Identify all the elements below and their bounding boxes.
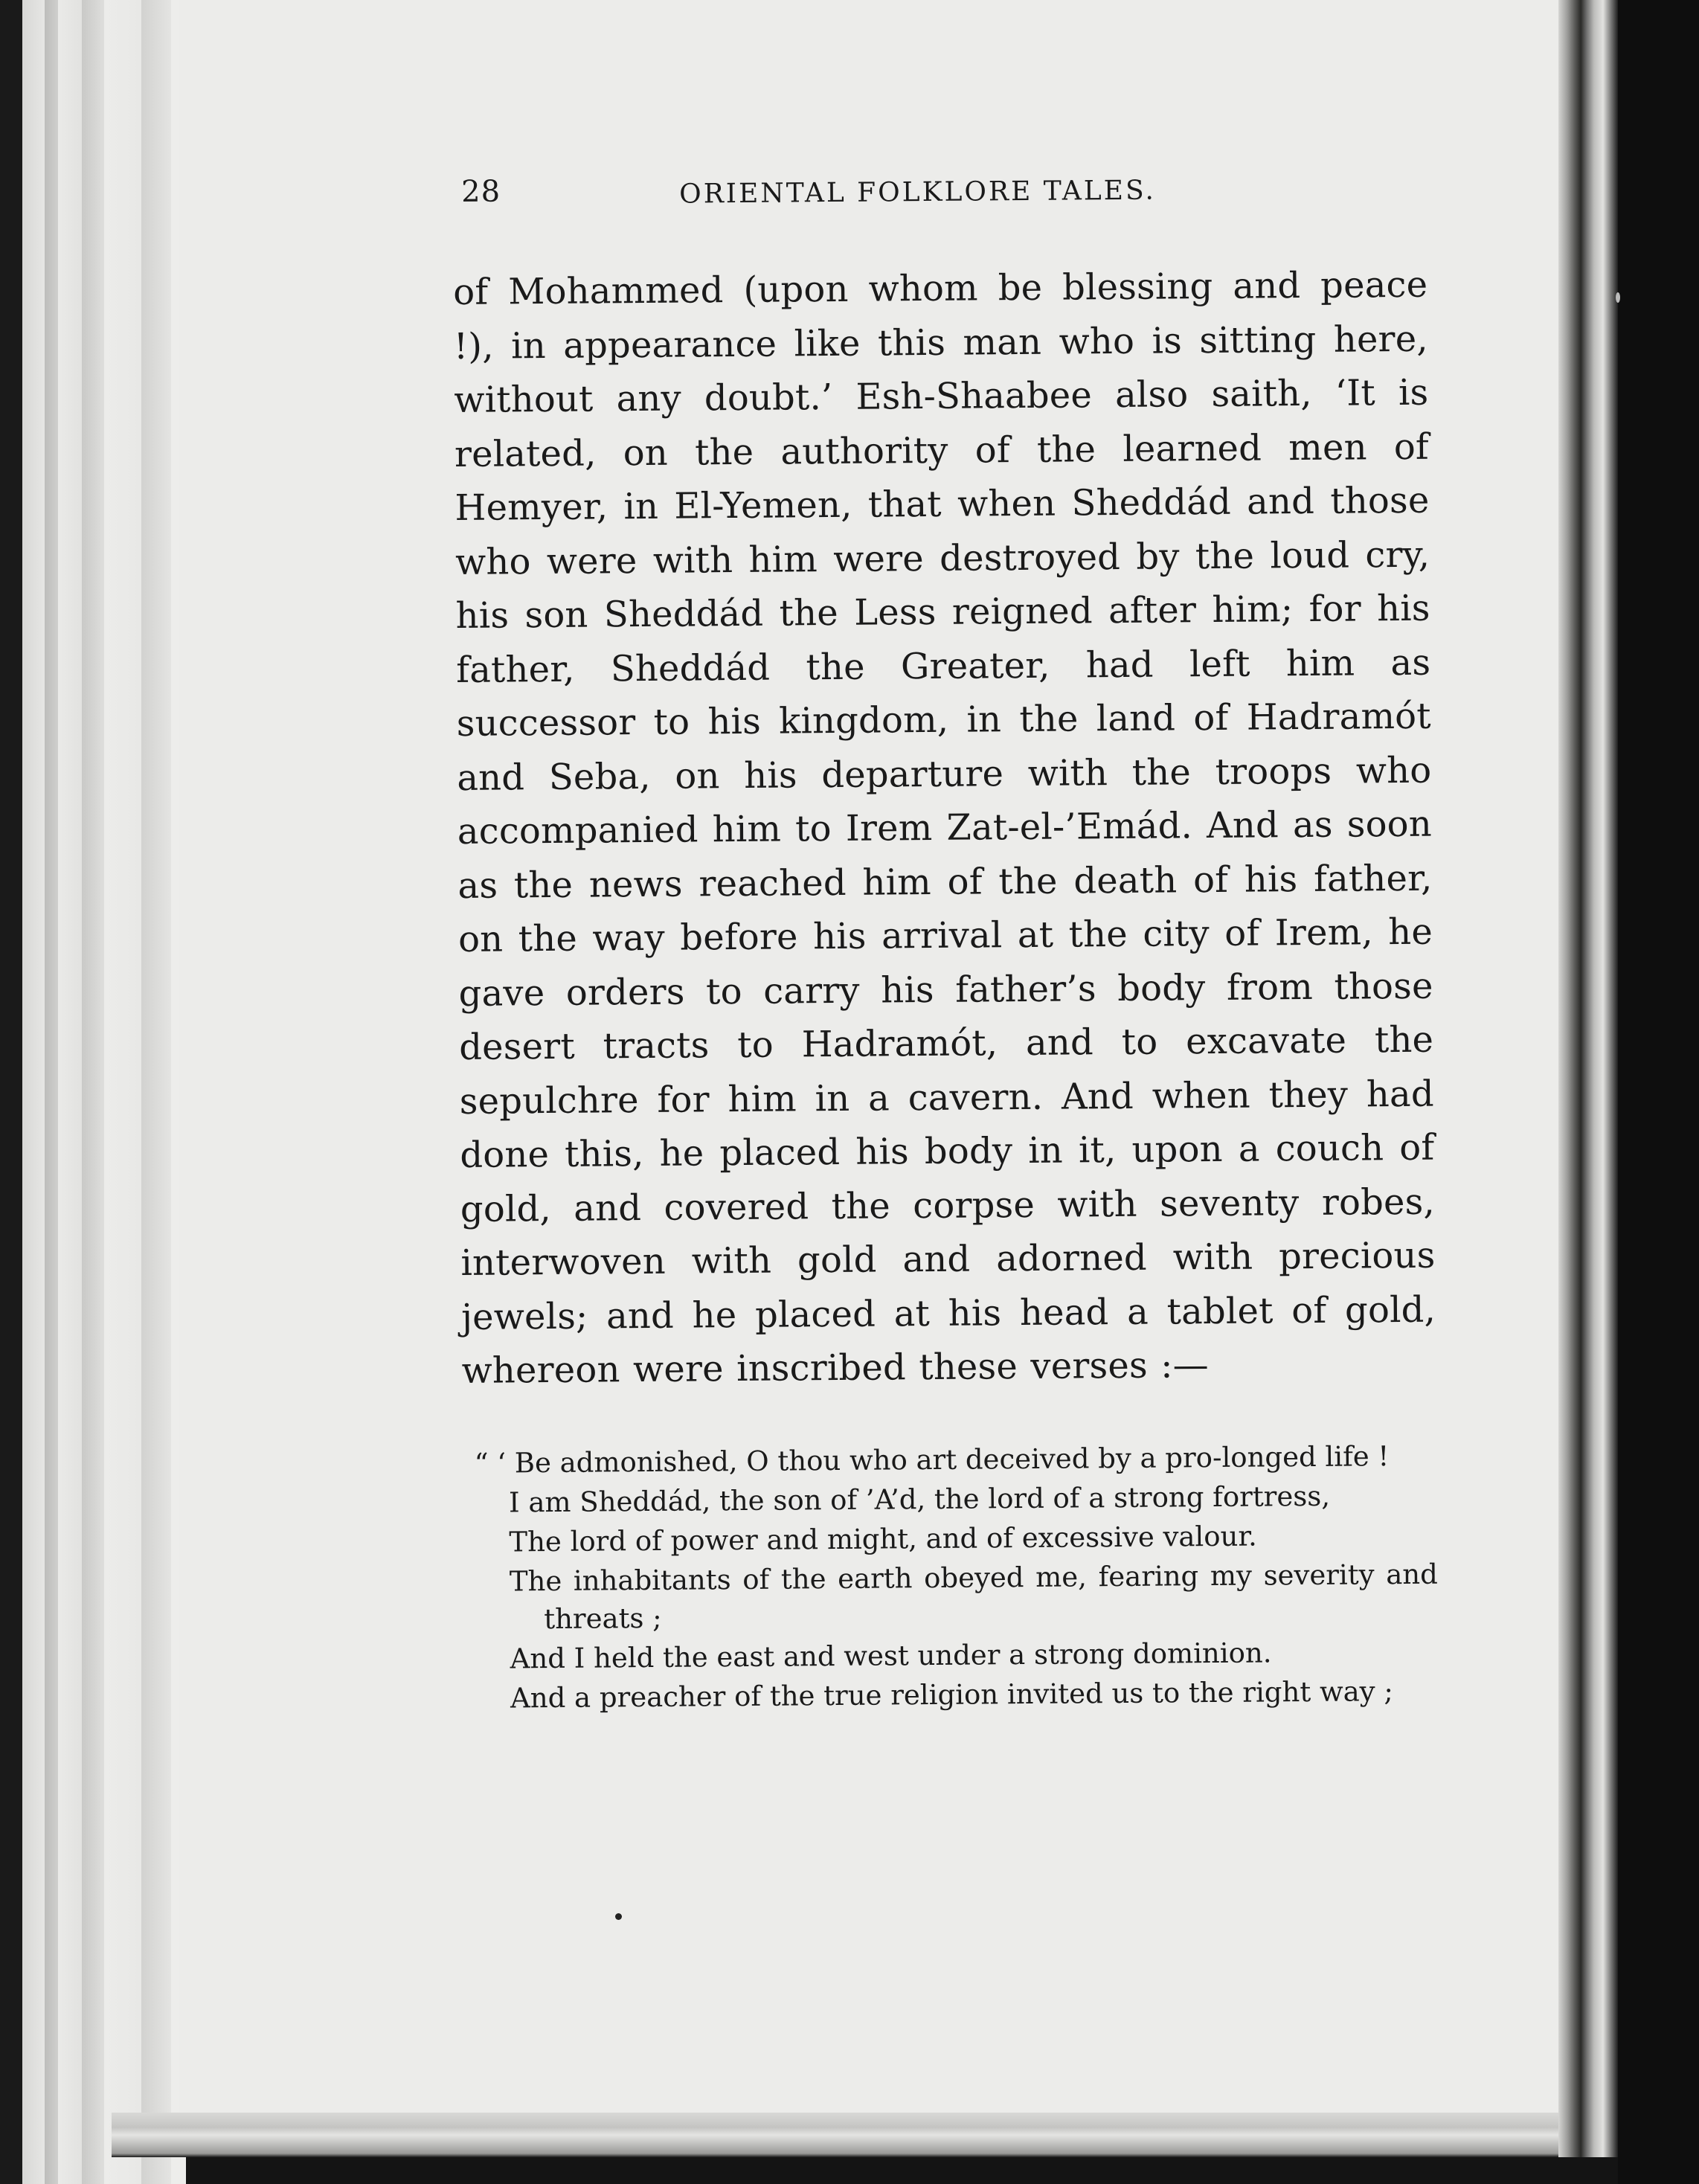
- prose-paragraph: of Mohammed (upon whom be blessing and peace !), in appearance like this man who is sitting here, without any doubt.’ Esh-Shaabee also saith, ‘It is related, on the authority of the learned men of Hemyer, in El-Yemen, that when Sheddád and those who were with him were destroyed by the loud cry, his son Sheddád the Less reigned after him; for his father, Sheddád the Greater, had left him as successor to his kingdom, in the land of Hadramót and Seba, on his departure with the troops who accompanied him to Irem Zat-el-’Emád. And as soon as the news reached him of the death of his father, on the way before his arrival at the city of Irem, he gave orders to carry his father’s body from those desert tracts to Hadramót, and to excavate the sepulchre for him in a cavern. And when they had done this, he placed his body in it, upon a couch of gold, and covered the corpse with seventy robes, interwoven with gold and adorned with precious jewels; and he placed at his head a tablet of gold, whereon were inscribed these verses :—: [453, 263, 1436, 1392]
- verse-line: And a preacher of the true religion invited us to the right way ;: [510, 1674, 1394, 1714]
- running-title: ORIENTAL FOLKLORE TALES.: [679, 175, 1156, 210]
- prose-section: [453, 258, 1436, 1398]
- page-number: 28: [460, 174, 501, 209]
- page-text: [452, 167, 1439, 1719]
- left-page-edges: [0, 0, 186, 2184]
- right-page-edge: [1558, 0, 1618, 2157]
- verse-line: And I held the east and west under a strong dominion.: [510, 1636, 1272, 1674]
- page-header: [452, 167, 1427, 227]
- right-dark-margin: [1618, 0, 1699, 2184]
- verse-line: The lord of power and might, and of excessive valour.: [509, 1520, 1257, 1558]
- ink-speck: [1616, 292, 1620, 303]
- verse-line: “ ‘ Be admonished, O thou who art deceived by a pro-longed life !: [474, 1439, 1390, 1480]
- verse-line: The inhabitants of the earth obeyed me, fearing my severity and threats ;: [509, 1558, 1438, 1635]
- bottom-page-edge: [112, 2113, 1592, 2157]
- verse-section: [462, 1436, 1439, 1717]
- verse-line: I am Sheddád, the son of ’A’d, the lord of a strong fortress,: [508, 1480, 1331, 1518]
- ink-speck: [615, 1913, 622, 1920]
